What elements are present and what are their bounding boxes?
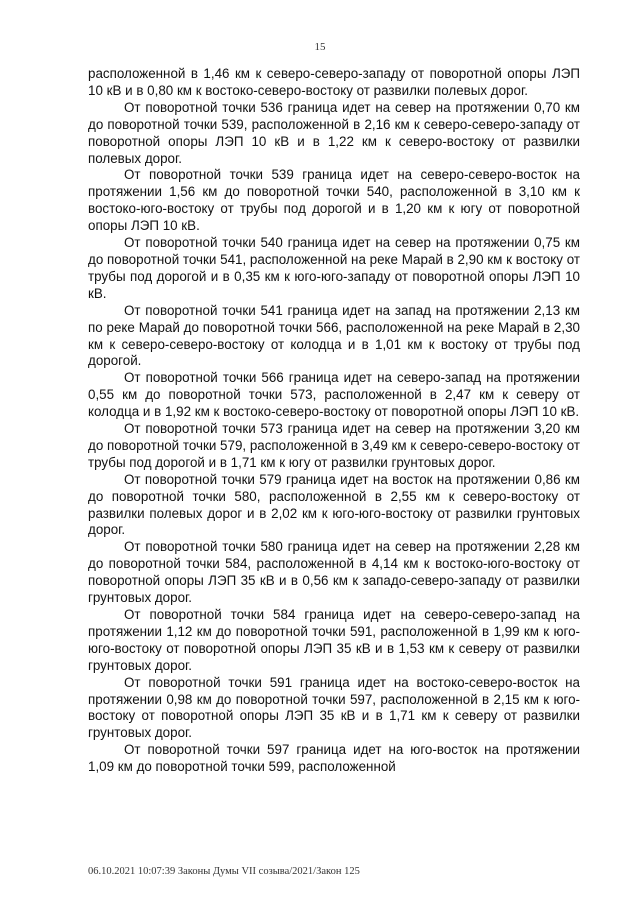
paragraph-point-584: От поворотной точки 584 граница идет на северо-северо-запад на протяжении 1,12 км до поворотной точки 591, расположенной в 1,99 км к юго-юго-востоку от поворотной опоры ЛЭП 35 кВ и в 1,53 км к северу от развилки грунтовых дорог. [88,607,580,673]
paragraph-point-541: От поворотной точки 541 граница идет на запад на протяжении 2,13 км по реке Марай до поворотной точки 566, расположенной на реке Марай в 2,30 км к северо-северо-востоку от колодца и в 1,01 км к востоку от трубы под дорогой. [88,302,580,369]
paragraph-point-573: От поворотной точки 573 граница идет на север на протяжении 3,20 км до поворотной точки 579, расположенной в 3,49 км к северо-северо-востоку от трубы под дорогой и в 1,71 км к югу от развилки грунтовых дорог. [88,421,580,470]
paragraph-point-597: От поворотной точки 597 граница идет на юго-восток на протяжении 1,09 км до поворотной точки 599, расположенной [88,742,580,775]
paragraph-point-591: От поворотной точки 591 граница идет на востоко-северо-восток на протяжении 0,98 км до поворотной точки 597, расположенной в 2,15 км к юго-востоку от поворотной опоры ЛЭП 35 кВ и в 1,71 км к северу от развилки грунтовых дорог. [88,674,580,741]
paragraph-point-580: От поворотной точки 580 граница идет на север на протяжении 2,28 км до поворотной точки 584, расположенной в 4,14 км к востоко-юго-востоку от поворотной опоры ЛЭП 35 кВ и в 0,56 км к западо-северо-западу от развилки грунтовых дорог. [88,539,580,606]
page-footer: 06.10.2021 10:07:39 Законы Думы VII созыва/2021/Закон 125 [88,866,360,877]
paragraph-continued: расположенной в 1,46 км к северо-северо-западу от поворотной опоры ЛЭП 10 кВ и в 0,80 км к востоко-северо-востоку от развилки полевых дорог. [88,66,580,98]
paragraph-point-540: От поворотной точки 540 граница идет на север на протяжении 0,75 км до поворотной точки 541, расположенной на реке Марай в 2,90 км к востоку от трубы под дорогой и в 0,35 км к юго-юго-западу от поворотной опоры ЛЭП 10 кВ. [88,235,580,301]
paragraph-point-539: От поворотной точки 539 граница идет на северо-северо-восток на протяжении 1,56 км до поворотной точки 540, расположенной в 3,10 км к востоко-юго-востоку от трубы под дорогой и в 1,20 км к югу от поворотной опоры ЛЭП 10 кВ. [88,167,580,234]
paragraph-point-566: От поворотной точки 566 граница идет на северо-запад на протяжении 0,55 км до поворотной точки 573, расположенной в 2,47 км к северу от колодца и в 1,92 км к востоко-северо-востоку от поворотной опоры ЛЭП 10 кВ. [88,370,580,420]
page-number: 15 [314,41,326,53]
document-body [88,66,580,776]
paragraph-point-536: От поворотной точки 536 граница идет на север на протяжении 0,70 км до поворотной точки 539, расположенной в 2,16 км к северо-северо-западу от поворотной опоры ЛЭП 10 кВ и в 1,22 км к северо-востоку от развилки полевых дорог. [88,99,580,166]
paragraph-point-579: От поворотной точки 579 граница идет на восток на протяжении 0,86 км до поворотной точки 580, расположенной в 2,55 км к северо-востоку от развилки полевых дорог и в 2,02 км к юго-юго-востоку от развилки грунтовых дорог. [88,471,580,538]
